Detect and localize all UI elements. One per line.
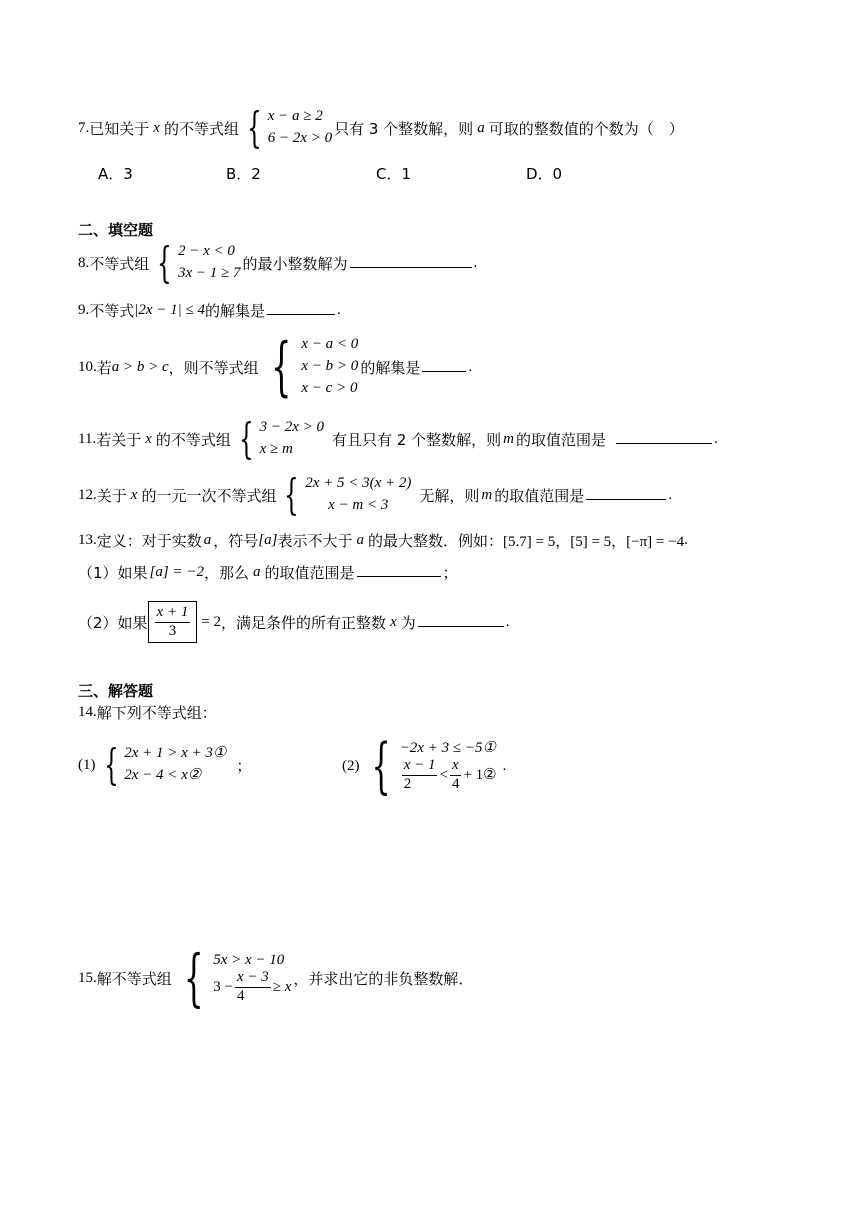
q13-end: . <box>684 532 688 548</box>
q13-var-b: a <box>356 532 364 548</box>
q13-part2-var: x <box>390 613 397 630</box>
q10-prefix: 若 <box>96 358 112 377</box>
q8-prefix: 不等式组 <box>89 254 150 273</box>
question-8 <box>78 238 478 287</box>
q13-examples: [5.7] = 5，[5] = 5，[−π] = −4 <box>503 534 685 550</box>
q11-mid: 的不等式组 <box>155 430 231 449</box>
q11-sys-line-1: 3 − 2x > 0 <box>259 419 325 436</box>
q7-sys-line-1: x − a ≥ 2 <box>267 108 323 125</box>
q15-fraction-num: x − 3 <box>235 969 271 987</box>
q14-p2-label: (2) <box>342 757 360 774</box>
q12-prefix: 关于 <box>96 486 127 505</box>
q12-mid: 的一元一次不等式组 <box>141 486 277 505</box>
q13-part2-end: . <box>505 613 510 630</box>
q7-option-d-text: D．0 <box>526 165 563 183</box>
q15-number: 15. <box>78 969 97 986</box>
q14-p2-lt: < <box>439 767 448 783</box>
q13-part1-suffix: 的取值范围是 <box>264 564 355 582</box>
q13-part2-fraction <box>155 604 191 640</box>
q14-p1-line-2: 2x − 4 < x② <box>124 767 202 783</box>
q10-system: { x − a < 0 x − b > 0 x − c > 0 <box>270 330 359 404</box>
q13-text3: 表示不大于 <box>277 532 353 550</box>
q9-number: 9. <box>78 302 90 318</box>
q11-suffix1: 有且只有 2 个整数解，则 <box>332 430 502 449</box>
q11-answer-blank[interactable] <box>616 443 712 444</box>
q14-p2-end: . <box>502 757 507 774</box>
q10-sys-line-2: x − b > 0 <box>301 358 359 375</box>
q14-p2-frac-2-num: x <box>450 757 462 775</box>
q14-p2-line-1: −2x + 3 ≤ −5① <box>399 740 496 757</box>
q7-prefix: 已知关于 <box>89 119 150 138</box>
q8-system: { 2 − x < 0 3x − 1 ≥ 7 <box>157 238 241 287</box>
q11-var: x <box>145 430 152 447</box>
q7-suffix2: 可取的整数值的个数为（ ） <box>488 119 684 138</box>
q7-sys-line-2: 6 − 2x > 0 <box>267 130 333 146</box>
q10-mid: ，则不等式组 <box>168 358 259 377</box>
question-10 <box>78 330 473 404</box>
q13-part2-suffix: 为 <box>400 613 416 632</box>
q12-var2: m <box>481 486 493 503</box>
q14-p2-system: { −2x + 3 ≤ −5① $\frac{x - 1}{2}$ < $\frac{x}{4}$ + 1② <box>371 731 497 801</box>
q10-cond: a > b > c <box>111 358 169 375</box>
q12-end: . <box>668 486 672 503</box>
q14-p2-tail: + 1② <box>463 767 497 783</box>
q9-end: . <box>337 302 341 318</box>
question-11 <box>78 414 718 463</box>
q14-p2-frac-1 <box>402 757 438 793</box>
q13-part2-denominator: 3 <box>168 622 177 639</box>
q13-sym: [a] <box>258 532 278 548</box>
q13-text1: 定义：对于实数 <box>96 532 202 550</box>
q13-part1-answer-blank[interactable] <box>357 576 441 577</box>
q12-suffix2: 的取值范围是 <box>494 486 585 505</box>
q10-sys-line-1: x − a < 0 <box>301 336 359 353</box>
q15-line-1: 5x > x − 10 <box>213 952 285 969</box>
q7-option-b <box>226 163 261 184</box>
q15-prefix: 解不等式组 <box>96 969 172 988</box>
q12-suffix1: 无解，则 <box>419 486 480 505</box>
q14-p2-frac-1-den: 2 <box>403 775 412 792</box>
q11-var2: m <box>503 430 514 447</box>
q11-system: { 3 − 2x > 0 x ≥ m <box>238 414 325 463</box>
q7-option-b-text: B．2 <box>226 165 261 183</box>
q13-part2-numerator: x + 1 <box>155 604 191 622</box>
q11-end: . <box>714 430 718 447</box>
q9-expr: |2x − 1| ≤ 4 <box>134 302 206 318</box>
q11-sys-line-2: x ≥ m <box>259 441 293 457</box>
q15-system: { 5x > x − 10 3 − $\frac{x - 3}{4}$ ≥ x <box>183 941 292 1014</box>
q11-number: 11. <box>78 430 97 447</box>
q14-text: 解下列不等式组： <box>96 704 217 722</box>
q13-part2-label: （2）如果 <box>78 613 148 632</box>
q15-line-2 <box>213 969 291 1005</box>
q13-part2-mid: ，满足条件的所有正整数 <box>221 613 387 632</box>
q13-part1-var: a <box>252 564 261 580</box>
q13-part1-expr: [a] = −2 <box>149 564 204 580</box>
q14-part-1 <box>78 742 251 788</box>
q13-part1-end: ； <box>442 564 458 582</box>
q8-suffix: 的最小整数解为 <box>242 254 348 273</box>
q7-option-d <box>526 163 562 184</box>
q13-var: a <box>203 532 212 548</box>
q15-fraction <box>235 969 271 1005</box>
q14-p1-line-1: 2x + 1 > x + 3① <box>124 745 227 762</box>
q14-p1-label: (1) <box>78 756 96 773</box>
q7-var: x <box>153 119 160 136</box>
q13-part-1 <box>78 562 458 583</box>
q11-prefix: 若关于 <box>96 430 142 449</box>
q13-number: 13. <box>78 532 97 548</box>
q14-number: 14. <box>78 704 97 720</box>
q15-suffix: ，并求出它的非负整数解． <box>293 969 474 988</box>
q14-p2-frac-1-num: x − 1 <box>402 757 438 775</box>
q7-option-a <box>98 163 133 184</box>
question-13 <box>78 530 688 551</box>
q12-var: x <box>130 486 138 503</box>
q8-sys-line-2: 3x − 1 ≥ 7 <box>178 265 241 281</box>
q13-text4: 的最大整数．例如： <box>367 532 503 550</box>
q8-number: 8. <box>78 254 90 271</box>
section-2-heading: 二、填空题 <box>78 221 154 239</box>
q8-sys-line-1: 2 − x < 0 <box>178 243 235 260</box>
q14-p1-system: { 2x + 1 > x + 3① 2x − 4 < x② <box>103 740 227 789</box>
q13-text2: ，符号 <box>213 532 259 550</box>
q7-option-c-text: C．1 <box>376 165 412 183</box>
q14-p2-line-2 <box>400 757 497 793</box>
q14-part-2 <box>342 731 507 801</box>
q7-option-c <box>376 163 411 184</box>
q7-suffix1: 只有 3 个整数解，则 <box>334 119 474 138</box>
q13-part1-label: （1）如果 <box>78 564 148 582</box>
q13-part2-eq: = 2 <box>201 613 222 630</box>
q10-sys-line-3: x − c > 0 <box>301 379 358 396</box>
q7-var2: a <box>477 119 485 136</box>
q11-suffix2: 的取值范围是 <box>515 430 606 449</box>
q14-p2-frac-2 <box>450 757 462 793</box>
q7-option-a-text: A．3 <box>98 165 133 183</box>
q12-sys-line-2: x − m < 3 <box>328 497 389 513</box>
q7-number: 7. <box>78 119 90 136</box>
question-15 <box>78 941 474 1014</box>
question-12 <box>78 470 672 519</box>
q15-fraction-den: 4 <box>236 987 245 1004</box>
q8-answer-blank[interactable] <box>350 267 472 268</box>
q14-p2-frac-2-den: 4 <box>451 775 460 792</box>
question-7 <box>78 103 684 152</box>
q7-system: { x − a ≥ 2 6 − 2x > 0 <box>246 103 333 152</box>
q12-system: { 2x + 5 < 3(x + 2) x − m < 3 <box>284 470 412 519</box>
q13-part2-bracket <box>148 601 198 643</box>
q9-suffix: 的解集是 <box>205 302 266 320</box>
q14-p1-end: ； <box>236 756 252 775</box>
q8-end: . <box>473 254 478 271</box>
section-3-heading: 三、解答题 <box>78 682 154 700</box>
q13-part-2 <box>78 598 510 646</box>
q15-line2-b: ≥ x <box>272 979 292 995</box>
q10-number: 10. <box>78 358 97 375</box>
q10-end: . <box>468 358 473 375</box>
q9-prefix: 不等式 <box>89 302 135 320</box>
q10-answer-blank[interactable] <box>422 371 466 372</box>
q12-answer-blank[interactable] <box>586 499 666 500</box>
q12-sys-line-1: 2x + 5 < 3(x + 2) <box>305 475 412 492</box>
q13-part2-answer-blank[interactable] <box>418 626 504 627</box>
question-9 <box>78 300 341 321</box>
q7-mid: 的不等式组 <box>163 119 239 138</box>
q10-suffix: 的解集是 <box>360 358 421 377</box>
q15-line2-a: 3 − <box>213 979 233 995</box>
q13-part1-mid: ，那么 <box>203 564 249 582</box>
q9-answer-blank[interactable] <box>267 314 335 315</box>
q12-number: 12. <box>78 486 97 503</box>
question-14 <box>78 702 217 723</box>
